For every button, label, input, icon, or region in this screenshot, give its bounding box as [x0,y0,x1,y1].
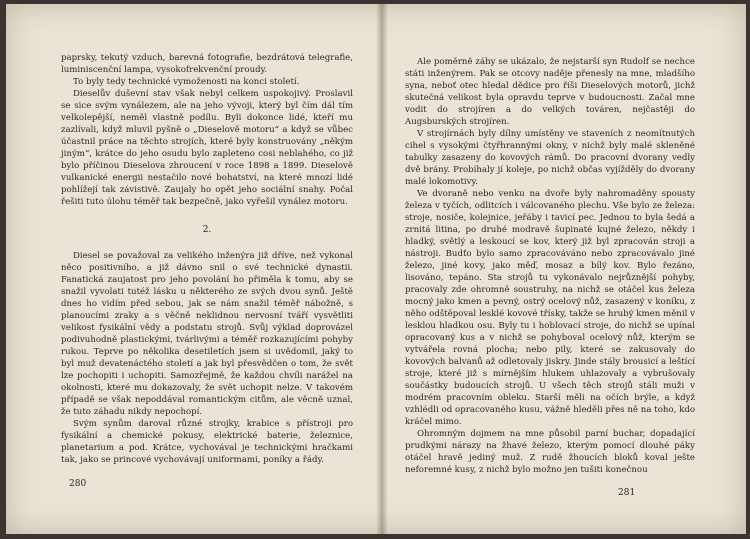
left-paragraph-5: Svým synům daroval různé strojky, krabice s přístroji pro fysikální a chemické pokusy, elektrické baterie, železnice, planetarium a pod. Krátce, vychovával je technickými hračkami tak, jako se princové vychovávají uniformami, poníky a řády. [61,419,353,465]
book-spread [6,4,746,534]
right-paragraph-4: Ohromným dojmem na mne působil parní buchar, dopadající prudkými nárazy na žhavé železo, kterým pomocí dlouhé páky otáčel hravě jediný muž. Z rudě žhoucích bloků koval ješte neforemné kusy, z nichž bylo možno jen tušiti konečnou [405,429,695,475]
section-number: 2. [202,225,212,235]
right-paragraph-1: Ale poměrně záhy se ukázalo, že nejstarší syn Rudolf se nechce státi inženýrem. Pak se otcovy naděje přenesly na mne, mladšího syna, neboť otec hledal dědice pro říši Dieselových motorů, jichž skutečná velikost byla opravdu teprve v budoucnosti. Začal mne vodit do strojíren a do velkých továren, nejčastěji do Augsburských strojíren. [405,57,695,127]
book-gutter [376,4,388,534]
left-paragraph-1: paprsky, tekutý vzduch, barevná fotografie, bezdrátová telegrafie, luminiscenční lampa, vysokofrekvenční proudy. [61,53,353,75]
right-page-number: 281 [618,488,636,498]
right-paragraph-2: V strojírnách byly dílny umístěny ve staveních z neomítnutých cihel s vysokými čtyřhrannými okny, v nichž byly malé skleněné tabulky zasazeny do kovových rámů. Do pracovní dvorany vedly dvě brány. Probíhaly jí koleje, po nichž občas vyjížděly do dvorany malé lokomotivy. [405,129,695,187]
left-paragraph-2: To byly tedy technické vymoženosti na konci století. [73,77,300,87]
left-page [61,52,353,466]
right-paragraph-3: Ve dvoraně nebo venku na dvoře byly nahromaděny spousty železa v tyčích, odlitcích i válcovaného plechu. Vše bylo ze železa: stroje, nosiče, kolejnice, jeřáby i tavicí pec. Jednou to byla šedá a zrnitá litina, po druhé modravě šupinaté kujné železo, někdy i hladký, světlý a leskoucí se kov, který již byl zpracován stroji a nástroji. Budťo bylo samo zpracováváno nebo zpracovávalo jiné železo, jiné kovy, jako měď, mosaz a bílý kov. Bylo řezáno, lisováno, tepáno. Sta strojů tu vykonávalo nejrůznější pohyby, pracovaly zde ohromně soustruhy, na nichž se otáčel kus železa mocný jako kmen a pevný, ostrý ocelový nůž, zasazený v koníku, z něho odštěpoval lesklé kovové třísky, takže se hrubý kmen měnil v lesklou hladkou osu. Byly tu i hoblovací stroje, do nichž se upínal opracovaný kus a v nichž se pohyboval ocelový nůž, kterým se vytvářela rovná plocha; nebo pily, které se zakusovaly do kovových balvanů až odletovaly jiskry. Jinde stály brousicí a leštící stroje, které již s mírnějším hlukem uhlazovaly a vybrušovaly součástky budoucích strojů. U všech těch strojů stáli muži v modrém pracovním obleku. Starší měli na očích brýle, a když vzhlédli od opracovaného kusu, vážně hleděli přes ně na toho, kdo kráčel mimo. [405,189,695,427]
left-paragraph-4: Diesel se považoval za velikého inženýra již dříve, než vykonal něco positivního, a již dávno snil o své technické dynastii. Fanatická zaujatost pro jeho povolání ho přiměla k tomu, aby se snažil vyvolati tutéž lásku u některého ze svých dvou synů. Ještě dnes ho vidím před sebou, jak se nám snažil téměř nábožně, s planoucími zraky a s věčně neklidnou nervosní tváří vysvětliti velikost fysikální vědy a podstatu strojů. Svůj výklad doprovázel podivuhodně plastickými, tvárlivými a téměř rozkazujícími pohyby rukou. Teprve po několika desetiletích jsem si uvědomil, jaký to byl muž devatenáctého století a jak byl přesvědčen o tom, že svět lze pochopiti i uchopiti. Samozřejmě, že každou chvíli narážel na okolnosti, které mu dokazovaly, že svět uchopit nelze. V takovém případě se však nepoddával romantickým citům, ale věcně uznal, že tuto záhadu nikdy nepochopí. [61,251,353,417]
left-page-number: 280 [69,479,87,489]
left-paragraph-3: Dieselův duševní stav však nebyl celkem uspokojivý. Proslavil se sice svým vynálezem, ale na jeho vývoji, který byl čím dál tím velkolepější, neměl vlastně podílu. Byli dokonce lidé, kteří mu zazlívali, když mluvil pyšně o „Dieselově motoru“ a když se vůbec účastnil práce na těchto strojích, které byly konstruovány „někým jiným“, krátce do jeho osudu bylo zapleteno cosi neblahého, co již bylo příčinou Dieselova zhroucení v roce 1898 a 1899. Dieselově vulkanické energii nestačilo nové bohatství, na které mnozí lidé pohlížejí tak závistivě. Zaujaly ho opět jeho sociální snahy. Počal řešiti tuto úlohu téměř tak bezpečně, jako vyřešil vynález motoru. [61,89,353,207]
right-page [405,56,695,476]
